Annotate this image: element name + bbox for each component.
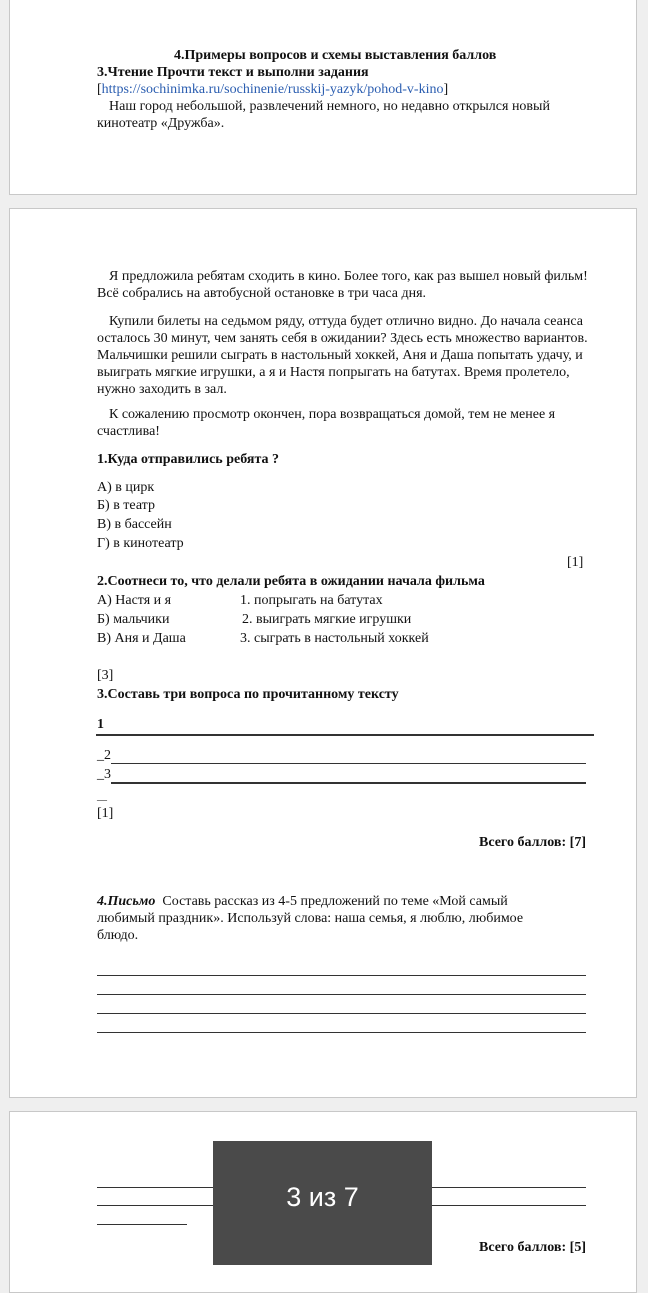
q1-score: [1] (567, 555, 584, 570)
page-indicator-text: 3 из 7 (286, 1182, 359, 1212)
document-heading: 4.Примеры вопросов и схемы выставления баллов (174, 48, 497, 63)
total-score: Всего баллов: [5] (479, 1240, 586, 1255)
q1-option: Г) в кинотеатр (97, 536, 184, 551)
intro-paragraph: Наш город небольшой, развлечений немного, но недавно открылся новый кинотеатр «Дружба». (97, 99, 550, 131)
page-indicator (213, 1141, 432, 1265)
q3-line-number: _2 (97, 748, 111, 763)
question-4 (97, 893, 557, 944)
q3-score: [1] (97, 806, 114, 821)
q2-left-item: Б) мальчики (97, 612, 170, 627)
story-paragraph-2: Купили билеты на седьмом ряду, оттуда будет отлично видно. До начала сеанса осталось 30 минут, чем занять себя в ожидании? Здесь есть множество вариантов. Мальчишки решили сыграть в настольный хоккей, Аня и Даша попытать удачу, и выиграть мягкие игрушки, а я и Настя попрыгать на батутах. Время пролетело, нужно заходить в зал. (97, 314, 588, 397)
q1-option: В) в бассейн (97, 517, 172, 532)
question-3-title: 3.Составь три вопроса по прочитанному тексту (97, 687, 399, 702)
q2-right-item: 1. попрыгать на батутах (240, 593, 383, 608)
answer-line (97, 975, 586, 976)
answer-line (111, 782, 586, 784)
bracket: ] (443, 82, 449, 97)
answer-line (97, 1032, 586, 1033)
story-paragraph-1: Я предложила ребятам сходить в кино. Более того, как раз вышел новый фильм! Всё собрались на автобусной остановке в три часа дня. (97, 269, 588, 301)
total-score: Всего баллов: [7] (479, 835, 586, 850)
bracket: [ (97, 82, 102, 97)
answer-line (96, 734, 594, 736)
q3-line-number: 1 (97, 717, 104, 732)
answer-line (97, 1224, 187, 1225)
q3-line-number: _3 (97, 767, 111, 782)
section-title: 3.Чтение Прочти текст и выполни задания (97, 65, 369, 80)
answer-line (111, 763, 586, 764)
q1-option: Б) в театр (97, 498, 155, 513)
q2-right-item: 2. выиграть мягкие игрушки (242, 612, 412, 627)
q4-label: 4.Письмо (97, 894, 156, 909)
answer-line (97, 1013, 586, 1014)
q1-option: А) в цирк (97, 480, 155, 495)
q2-left-item: В) Аня и Даша (97, 631, 186, 646)
question-1-title: 1.Куда отправились ребята ? (97, 452, 279, 467)
q3-dash: __ (97, 791, 107, 802)
q2-right-item: 3. сыграть в настольный хоккей (240, 631, 429, 646)
q4-text: Составь рассказ из 4-5 предложений по теме «Мой самый любимый праздник». Используй слова: наша семья, я люблю, любимое блюдо. (97, 894, 524, 943)
source-link-line (97, 81, 448, 98)
q2-score: [3] (97, 668, 114, 683)
question-2-title: 2.Соотнеси то, что делали ребята в ожидании начала фильма (97, 574, 485, 589)
story-paragraph-3: К сожалению просмотр окончен, пора возвращаться домой, тем не менее я счастлива! (97, 407, 556, 439)
source-link[interactable]: https://sochinimka.ru/sochinenie/russkij-yazyk/pohod-v-kino (101, 82, 444, 97)
answer-line (97, 994, 586, 995)
q2-left-item: А) Настя и я (97, 593, 172, 608)
